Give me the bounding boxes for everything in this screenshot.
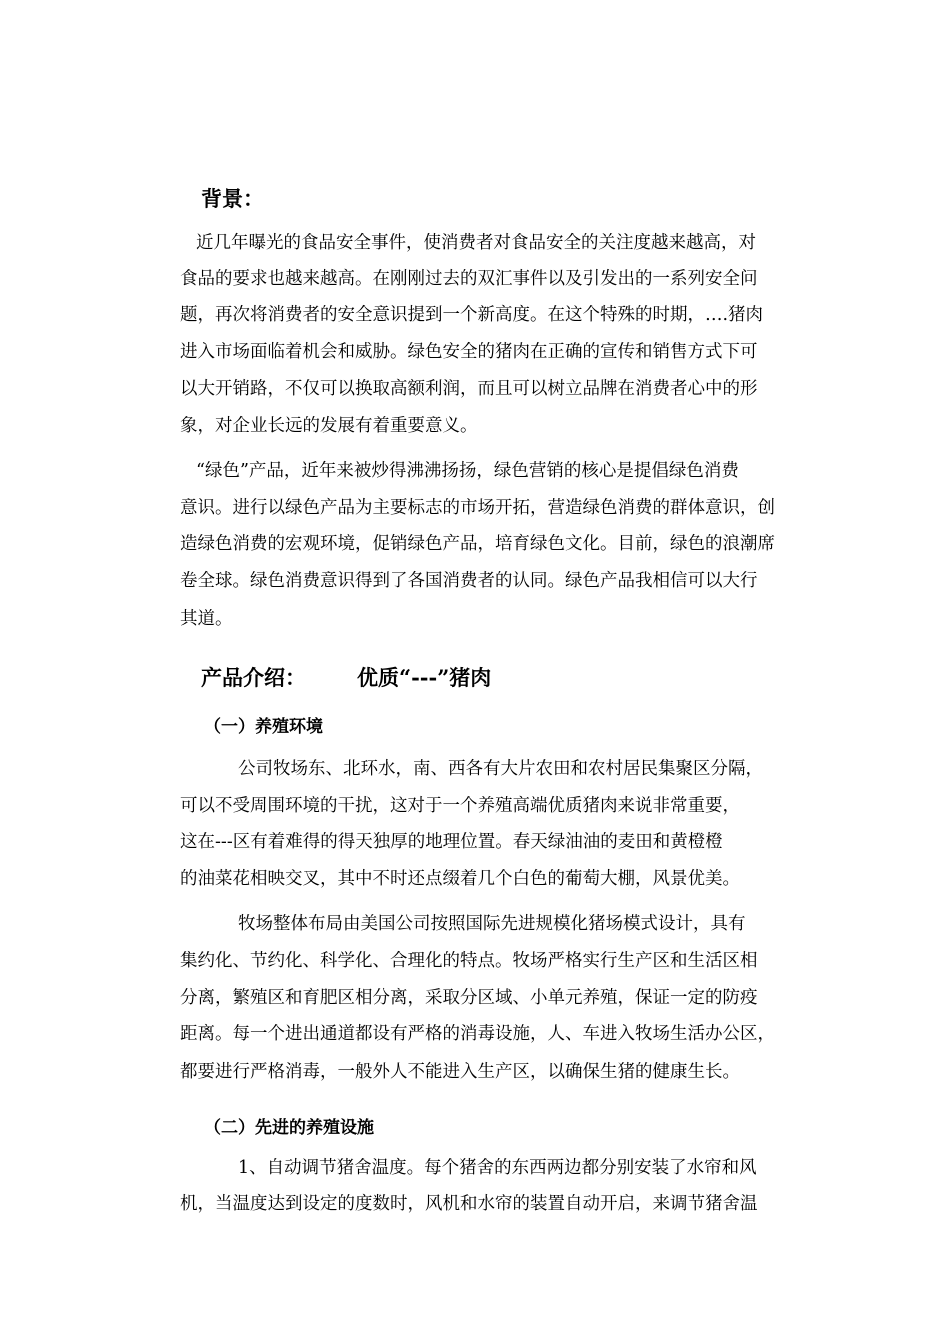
text-line: 可以不受周围环境的干扰，这对于一个养殖高端优质猪肉来说非常重要， bbox=[180, 796, 740, 816]
text-line: 机，当温度达到设定的度数时，风机和水帘的装置自动开启，来调节猪舍温 bbox=[180, 1194, 758, 1214]
text-line: 象，对企业长远的发展有着重要意义。 bbox=[180, 416, 478, 436]
section-heading-facilities: （二）先进的养殖设施 bbox=[204, 1118, 374, 1138]
text-line: 进入市场面临着机会和威胁。绿色安全的猪肉在正确的宣传和销售方式下可 bbox=[180, 342, 758, 362]
text-line: 集约化、节约化、科学化、合理化的特点。牧场严格实行生产区和生活区相 bbox=[180, 951, 758, 971]
product-heading-title: 优质“---”猪肉 bbox=[357, 665, 492, 690]
text-line: 这在---区有着难得的得天独厚的地理位置。春天绿油油的麦田和黄橙橙 bbox=[180, 832, 723, 852]
product-heading-label: 产品介绍： bbox=[201, 665, 306, 690]
section-heading-environment: （一）养殖环境 bbox=[204, 717, 323, 737]
background-heading: 背景： bbox=[201, 186, 264, 211]
text-line: 意识。进行以绿色产品为主要标志的市场开拓，营造绿色消费的群体意识，创 bbox=[180, 498, 775, 518]
text-line: 都要进行严格消毒，一般外人不能进入生产区，以确保生猪的健康生长。 bbox=[180, 1062, 740, 1082]
text-line: 食品的要求也越来越高。在刚刚过去的双汇事件以及引发出的一系列安全问 bbox=[180, 269, 758, 289]
text-line: 1、自动调节猪舍温度。每个猪舍的东西两边都分别安装了水帘和风 bbox=[238, 1158, 757, 1178]
text-line: 分离，繁殖区和育肥区相分离，采取分区域、小单元养殖，保证一定的防疫 bbox=[180, 988, 758, 1008]
text-line: 的油菜花相映交叉，其中不时还点缀着几个白色的葡萄大棚，风景优美。 bbox=[180, 869, 740, 889]
text-line: 题，再次将消费者的安全意识提到一个新高度。在这个特殊的时期，….猪肉 bbox=[180, 305, 764, 325]
text-line: “绿色”产品，近年来被炒得沸沸扬扬，绿色营销的核心是提倡绿色消费 bbox=[196, 461, 739, 481]
text-line: 以大开销路，不仅可以换取高额利润，而且可以树立品牌在消费者心中的形 bbox=[180, 379, 758, 399]
text-line: 其道。 bbox=[180, 609, 233, 629]
text-line: 牧场整体布局由美国公司按照国际先进规模化猪场模式设计，具有 bbox=[238, 914, 746, 934]
text-line: 造绿色消费的宏观环境，促销绿色产品，培育绿色文化。目前，绿色的浪潮席 bbox=[180, 534, 775, 554]
text-line: 公司牧场东、北环水，南、西各有大片农田和农村居民集聚区分隔， bbox=[238, 759, 763, 779]
text-line: 卷全球。绿色消费意识得到了各国消费者的认同。绿色产品我相信可以大行 bbox=[180, 571, 758, 591]
text-line: 近几年曝光的食品安全事件，使消费者对食品安全的关注度越来越高，对 bbox=[196, 233, 756, 253]
text-line: 距离。每一个进出通道都设有严格的消毒设施，人、车进入牧场生活办公区， bbox=[180, 1024, 775, 1044]
